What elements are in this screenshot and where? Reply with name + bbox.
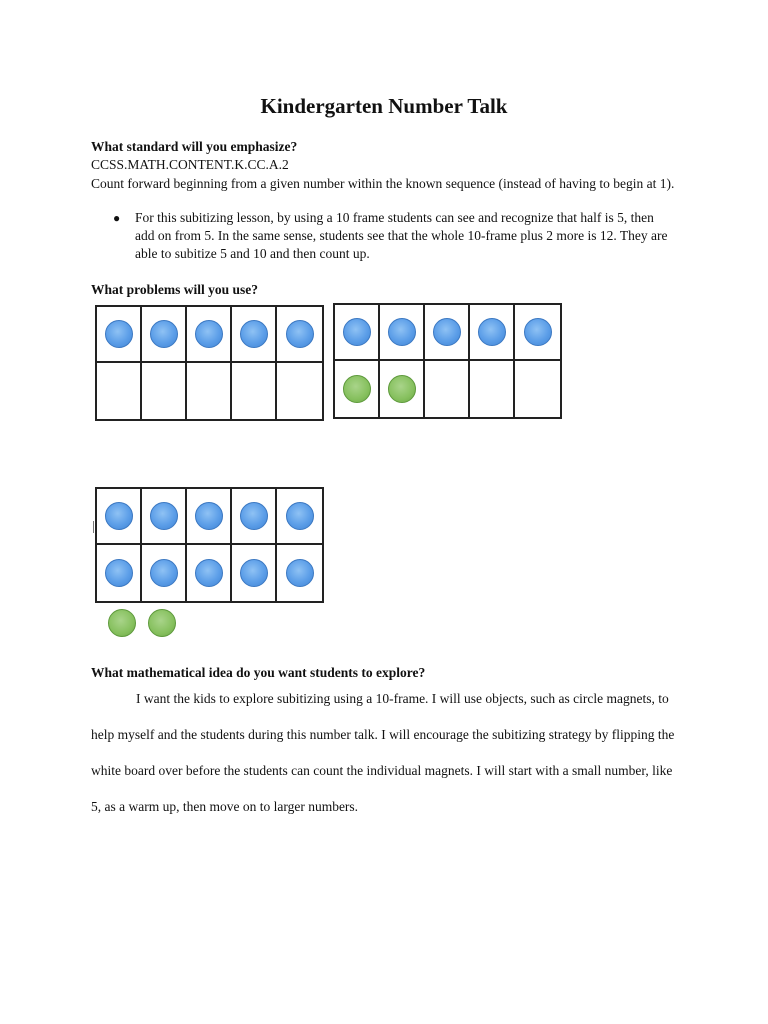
standard-code: CCSS.MATH.CONTENT.K.CC.A.2 [91, 157, 289, 172]
green-counter-outside [148, 609, 176, 637]
blue-counter [388, 318, 416, 346]
ten-frame-cell [187, 545, 232, 601]
ten-frame-cell [187, 363, 232, 419]
problems-heading: What problems will you use? [91, 282, 259, 297]
ten-frame-cell [97, 489, 142, 545]
blue-counter [343, 318, 371, 346]
blue-counter [524, 318, 552, 346]
blue-counter [240, 320, 268, 348]
ten-frame-cell [232, 363, 277, 419]
ten-frame-cell [97, 307, 142, 363]
ten-frame-cell [187, 489, 232, 545]
ten-frame-cell [142, 307, 187, 363]
standard-description: Count forward beginning from a given number within the known sequence (instead of having to begin at 1). [91, 176, 675, 191]
blue-counter [195, 559, 223, 587]
blue-counter [286, 559, 314, 587]
ten-frame-cell [97, 545, 142, 601]
ten-frame-cell [277, 545, 322, 601]
bullet-icon: ● [113, 211, 121, 225]
ten-frame-cell [232, 489, 277, 545]
ten-frame-cell [97, 363, 142, 419]
ten-frame-cell [515, 361, 560, 417]
ten-frame-cell [142, 545, 187, 601]
ten-frame-cell [470, 361, 515, 417]
blue-counter [195, 502, 223, 530]
ten-frame-cell [380, 361, 425, 417]
blue-counter [286, 320, 314, 348]
green-counter [388, 375, 416, 403]
idea-paragraph: I want the kids to explore subitizing using a 10-frame. I will use objects, such as circle magnets, to help myself and the students during this number talk. I will encourage the subitizing strategy by flipping the white board over before the students can count the individual magnets. I will start with a small number, like 5, as a warm up, then move on to larger numbers. [91, 691, 675, 814]
ten-frame-twelve [95, 487, 324, 603]
ten-frame-cell [380, 305, 425, 361]
blue-counter [433, 318, 461, 346]
ten-frame-cell [232, 307, 277, 363]
ten-frame-cell [187, 307, 232, 363]
stray-mark [93, 521, 94, 533]
ten-frame-five [95, 305, 324, 421]
blue-counter [150, 502, 178, 530]
ten-frame-cell [335, 361, 380, 417]
blue-counter [195, 320, 223, 348]
ten-frame-cell [470, 305, 515, 361]
ten-frame-cell [232, 545, 277, 601]
blue-counter [240, 502, 268, 530]
ten-frame-cell [277, 489, 322, 545]
green-counter-outside [108, 609, 136, 637]
green-counter [343, 375, 371, 403]
blue-counter [105, 559, 133, 587]
ten-frame-cell [277, 307, 322, 363]
ten-frame-cell [142, 489, 187, 545]
ten-frame-cell [142, 363, 187, 419]
page-title: Kindergarten Number Talk [260, 94, 508, 118]
ten-frame-cell [277, 363, 322, 419]
blue-counter [150, 559, 178, 587]
ten-frame-cell [425, 361, 470, 417]
ten-frame-cell [425, 305, 470, 361]
standard-heading: What standard will you emphasize? [91, 139, 298, 154]
ten-frame-cell [335, 305, 380, 361]
blue-counter [105, 502, 133, 530]
ten-frame-cell [515, 305, 560, 361]
ten-frame-seven [333, 303, 562, 419]
blue-counter [150, 320, 178, 348]
idea-heading: What mathematical idea do you want students to explore? [91, 665, 426, 680]
blue-counter [286, 502, 314, 530]
blue-counter [105, 320, 133, 348]
bullet-text: For this subitizing lesson, by using a 10 frame students can see and recognize that half is 5, then add on from 5. In the same sense, students see that the whole 10-frame plus 2 more is 12. They are able to subitize 5 and 10 and then count up. [135, 210, 668, 261]
blue-counter [240, 559, 268, 587]
blue-counter [478, 318, 506, 346]
